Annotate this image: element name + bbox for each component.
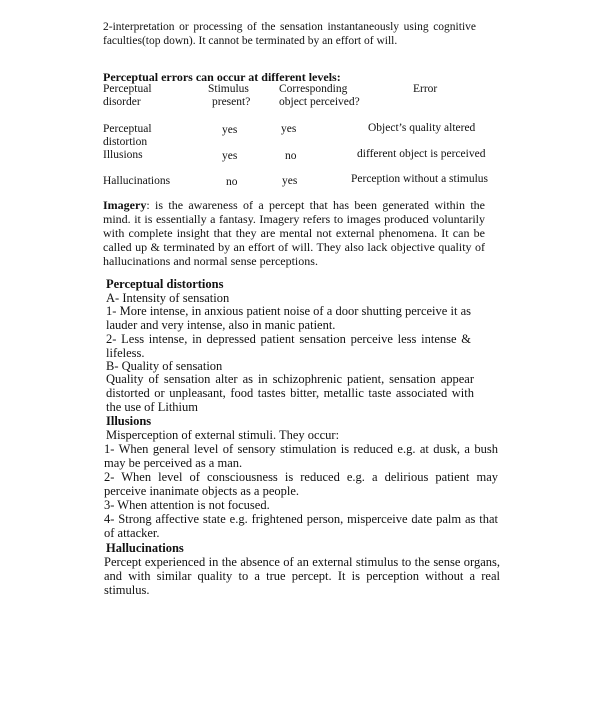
col-header-object: Corresponding object perceived?: [279, 83, 360, 108]
table-cell-object: no: [285, 150, 297, 162]
table-cell-stimulus: yes: [222, 150, 238, 162]
imagery-text: : is the awareness of a percept that has been generated within the mind. it is essentially a fantasy. Imagery refers to images produced voluntarily with complete insight that they are mental not external phenomena. It can be called up & terminated by an effort of will. They also lack objective quality of hallucinations and normal sense perceptions.: [103, 198, 485, 268]
table-cell-stimulus: yes: [222, 124, 238, 136]
table-cell-object: yes: [282, 175, 298, 187]
imagery-term: Imagery: [103, 198, 147, 212]
col-header-stimulus: Stimulus present?: [208, 83, 251, 108]
table-heading: Perceptual errors can occur at different levels:: [103, 70, 341, 84]
intro-paragraph: 2-interpretation or processing of the sensation instantaneously using cognitive faculties(top down). It cannot be terminated by an effort of will.: [103, 21, 476, 47]
imagery-paragraph: [103, 198, 485, 268]
illusions-item-2: 2- When level of consciousness is reduced e.g. a delirious patient may perceive inanimate objects as a people.: [104, 470, 498, 498]
col-header-disorder: Perceptual disorder: [103, 83, 152, 108]
distortions-title: Perceptual distortions: [106, 277, 224, 291]
col-header-error: Error: [413, 83, 438, 95]
distortions-item-2: 2- Less intense, in depressed patient sensation perceive less intense & lifeless.: [106, 332, 471, 360]
table-cell-object: yes: [281, 123, 297, 135]
table-cell-error: different object is perceived: [357, 148, 486, 160]
illusions-title: Illusions: [106, 414, 152, 428]
table-row-name: Illusions: [103, 149, 143, 161]
distortions-item-1: 1- More intense, in anxious patient noise of a door shutting perceive it as lauder and very intense, also in manic patient.: [106, 304, 471, 332]
illusions-definition: Misperception of external stimuli. They occur:: [106, 428, 340, 442]
hallucinations-definition: Percept experienced in the absence of an external stimulus to the sense organs, and with similar quality to a true percept. It is perception without a real stimulus.: [104, 555, 500, 597]
distortions-quality-heading: B- Quality of sensation: [106, 359, 223, 373]
table-row-name: Hallucinations: [103, 175, 171, 187]
illusions-item-1: 1- When general level of sensory stimulation is reduced e.g. at dusk, a bush may be perceived as a man.: [104, 442, 498, 470]
table-cell-stimulus: no: [226, 176, 238, 188]
distortions-quality-text: Quality of sensation alter as in schizophrenic patient, sensation appear distorted or unpleasant, food tastes bitter, metallic taste associated with the use of Lithium: [106, 372, 474, 414]
distortions-intensity-heading: A- Intensity of sensation: [106, 291, 230, 305]
illusions-item-3: 3- When attention is not focused.: [104, 498, 270, 512]
table-cell-error: Perception without a stimulus: [351, 173, 489, 185]
table-cell-error: Object’s quality altered: [368, 122, 476, 134]
illusions-item-4: 4- Strong affective state e.g. frightened person, misperceive date palm as that of attacker.: [104, 512, 498, 540]
table-row-name: Perceptual distortion: [103, 123, 152, 148]
hallucinations-title: Hallucinations: [106, 541, 184, 555]
